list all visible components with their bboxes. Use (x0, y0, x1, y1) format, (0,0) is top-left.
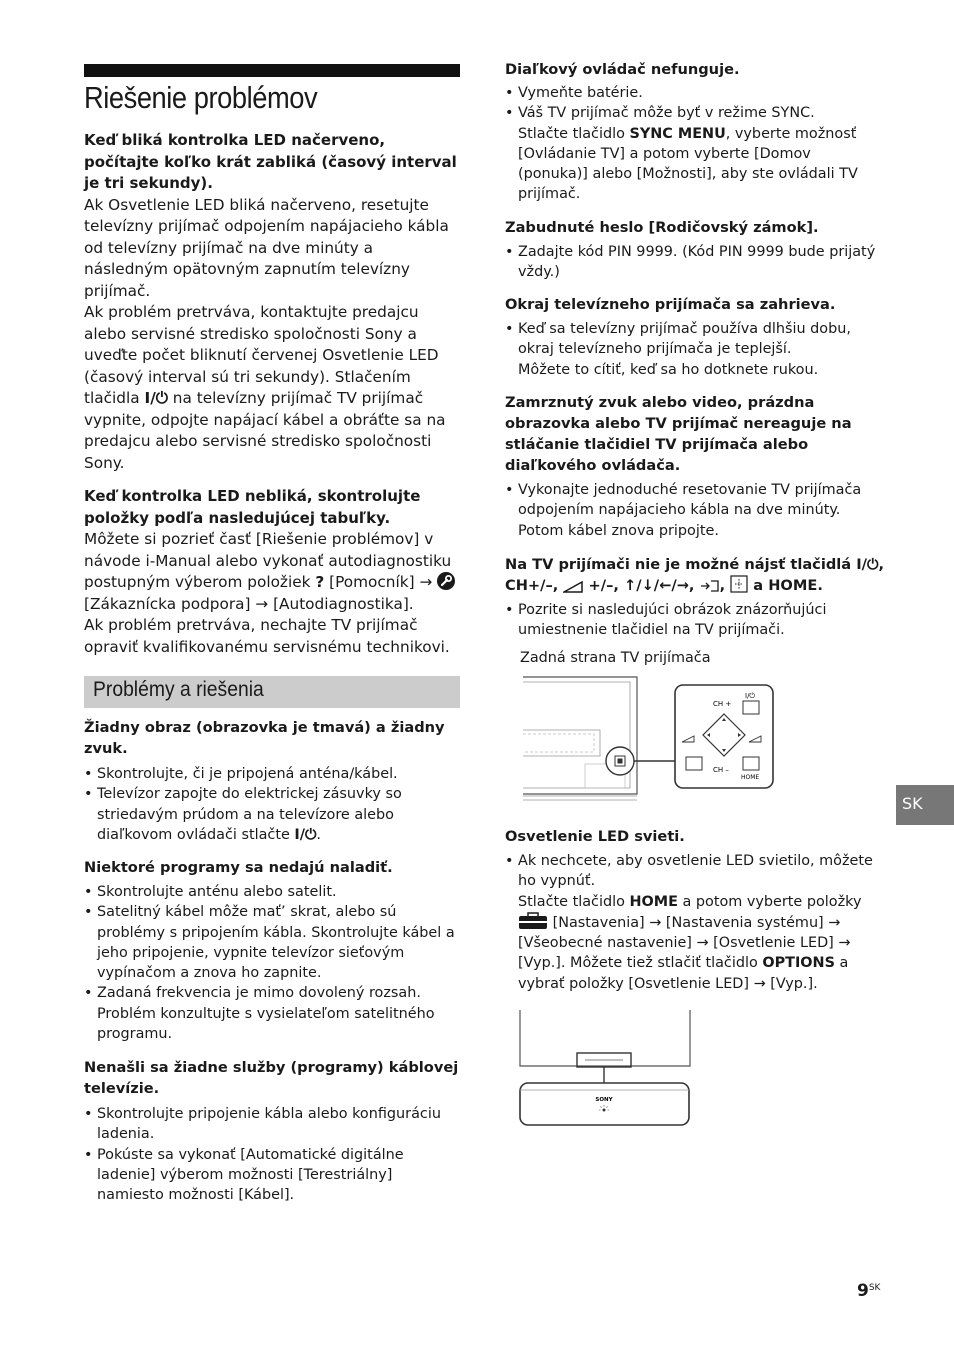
list-item: • Skontrolujte pripojenie kábla alebo konfiguráciu ladenia. (84, 1104, 460, 1145)
paragraph (84, 529, 460, 615)
text: a potom vyberte položky (682, 893, 862, 910)
options-label: OPTIONS (762, 955, 835, 972)
faq-heading: Osvetlenie LED svieti. (505, 828, 685, 845)
text: Môžete si pozrieť časť [Riešenie problémov] v návode i-Manual alebo vykonať autodiagnostiku postupným výberom položiek (84, 530, 452, 591)
faq-buttons (505, 554, 885, 641)
faq-heading: Diaľkový ovládač nefunguje. (505, 61, 740, 78)
power-icon: I/⏻ (856, 556, 879, 573)
home-label: HOME (741, 774, 760, 781)
faq-password (505, 217, 883, 283)
text: Stlačte tlačidlo (518, 893, 625, 910)
page-number-suffix: SK (868, 1283, 881, 1293)
text (518, 892, 883, 994)
arrow-icon: → (838, 935, 851, 952)
list-item: • Vymeňte batérie. (505, 83, 883, 103)
language-tab (896, 785, 954, 825)
list-item: • Skontrolujte anténu alebo satelit. (84, 882, 460, 902)
arrow-icon: → (419, 573, 433, 591)
list-item: • Satelitný kábel môže mať’ skrat, alebo sú problémy s pripojením kábla. Skontrolujte kábel a jeho pripojenie, vypnite televízor sieťovým vypínačom a znova ho zapnite. (84, 902, 460, 983)
faq-led-on (505, 826, 883, 994)
faq-remote (505, 59, 883, 205)
text: [Autodiagnostika]. (273, 594, 414, 613)
text: [Nastavenia systému] (665, 914, 824, 931)
band-title: Problémy a riešenia (93, 678, 264, 701)
list-item (84, 784, 460, 845)
sync-menu-label: SYNC MENU (629, 125, 726, 142)
faq-no-picture (84, 717, 460, 845)
text: [Pomocník] (329, 573, 415, 591)
list-item (505, 319, 883, 380)
figure-caption: Zadná strana TV prijímača (520, 650, 711, 666)
text: a HOME. (753, 577, 823, 594)
paragraph (84, 302, 460, 474)
text: +/–, (588, 577, 619, 594)
list-item: • Zadajte kód PIN 9999. (Kód PIN 9999 bude prijatý vždy.) (505, 242, 883, 283)
text: Keď sa televízny prijímač používa dlhšiu dobu, okraj televízneho prijímača je teplejší. (518, 321, 851, 358)
faq-heading: Žiadny obraz (obrazovka je tmavá) a žiadny zvuk. (84, 719, 445, 757)
faq-heading: Niektoré programy sa nedajú naladiť. (84, 859, 393, 876)
ch-plus-label: CH + (713, 700, 732, 708)
faq-heading: Zamrznutý zvuk alebo video, prázdna obrazovka alebo TV prijímač nereaguje na stláčanie tlačidiel TV prijímača alebo diaľkového ovládača. (505, 394, 852, 474)
section-heading: Keď bliká kontrolka LED načerveno, počítajte koľko krát zabliká (časový interval je tri sekundy). (84, 131, 457, 192)
paragraph: Ak Osvetlenie LED bliká načerveno, resetujte televízny prijímač odpojením napájacieho kábla od televízny prijímač na dve minúty a následným opätovným zapnutím televízny prijímač. (84, 195, 449, 300)
text: Ak problém pretrváva, kontaktujte predajcu alebo servisné stredisko spoločnosti Sony a uveďte počet bliknutí červenej Osvetlenie LED (časový interval sú tri sekundy). Stlačením tlačidla (84, 303, 439, 407)
wrench-icon (437, 572, 455, 590)
section-band (84, 676, 460, 708)
page-number (857, 1281, 880, 1301)
page-title: Riešenie problémov (84, 80, 318, 115)
power-icon: I/⏻ (294, 826, 317, 843)
arrow-icon: → (255, 594, 269, 613)
text: . (316, 826, 321, 843)
text: [Zákaznícka podpora] (84, 594, 251, 613)
faq-no-tuning (84, 857, 460, 1044)
faq-heading: Nenašli sa žiadne služby (programy) káblovej televízie. (84, 1059, 459, 1097)
power-label: I/⏻ (745, 692, 755, 700)
arrow-icon: → (753, 975, 766, 992)
section-heading: Keď kontrolka LED nebliká, skontrolujte položky podľa nasledujúcej tabuľky. (84, 487, 421, 527)
text: CH+/–, (505, 577, 559, 594)
arrow-icon: → (649, 914, 662, 931)
text (518, 124, 883, 205)
list-item: • Pozrite si nasledujúci obrázok znázorňujúci umiestnenie tlačidiel na TV prijímači. (505, 600, 885, 641)
help-icon: ? (315, 573, 325, 591)
list-item: • Zadaná frekvencia je mimo dovolený rozsah. Problém konzultujte s vysielateľom satelitného programu. (84, 983, 460, 1044)
home-label: HOME (629, 893, 678, 910)
section-led-blinking (84, 130, 460, 474)
text: Na TV prijímači nie je možné nájsť tlačidlá (505, 556, 852, 573)
input-icon (700, 579, 720, 593)
text: ↑/↓/←/→, (624, 577, 695, 594)
toolbox-icon (518, 912, 548, 930)
list-item: • Skontrolujte, či je pripojená anténa/kábel. (84, 764, 460, 784)
text: Televízor zapojte do elektrickej zásuvky so striedavým prúdom a na televízore alebo diaľkovom ovládači stlačte (97, 786, 402, 843)
volume-icon (563, 581, 583, 593)
faq-no-cable (84, 1057, 460, 1205)
text: [Nastavenia] (552, 914, 645, 931)
page-number-value: 9 (857, 1281, 869, 1301)
faq-heat (505, 294, 883, 380)
text: [Vyp.]. Môžete tiež stlačiť tlačidlo (518, 955, 758, 972)
title-rule (84, 64, 460, 77)
faq-heading: Na TV prijímači nie je možné nájsť tlačidlá I/⏻, CH+/–, +/–, ↑/↓/←/→, , a HOME. (505, 556, 885, 594)
language-tab-label: SK (902, 794, 923, 813)
tv-front-led-diagram (517, 1010, 693, 1128)
faq-heading: Zabudnuté heslo [Rodičovský zámok]. (505, 219, 819, 236)
tv-back-diagram (520, 674, 776, 804)
text: a vybrať položky [Osvetlenie LED] (518, 955, 849, 992)
text: Váš TV prijímač môže byť v režime SYNC. (518, 105, 815, 122)
text: [Vyp.]. (770, 975, 818, 992)
faq-heading: Okraj televízneho prijímača sa zahrieva. (505, 296, 836, 313)
arrow-icon: → (828, 914, 841, 931)
list-item: • Pokúste sa vykonať [Automatické digitálne ladenie] výberom možnosti [Terestriálny] namiesto možnosti [Kábel]. (84, 1145, 460, 1206)
text: na televízny prijímač TV prijímač vypnite, odpojte napájací kábel a obráťte sa na predajcu alebo servisné stredisko spoločnosti Sony. (84, 389, 446, 472)
text: Ak nechcete, aby osvetlenie LED svietilo, môžete ho vypnúť. (518, 853, 873, 890)
text: , vyberte možnosť [Ovládanie TV] a potom vyberte [Domov (ponuka)] alebo [Možnosti], aby ste ovládali TV prijímač. (518, 125, 858, 203)
list-item (505, 103, 883, 204)
text: [Všeobecné nastavenie] (518, 935, 692, 952)
menu-button-icon (730, 575, 748, 593)
paragraph: Ak problém pretrváva, nechajte TV prijímač opraviť kvalifikovanému servisnému technikovi. (84, 616, 450, 656)
text: Stlačte tlačidlo (518, 125, 625, 142)
text: [Osvetlenie LED] (713, 935, 834, 952)
list-item: • Vykonajte jednoduché resetovanie TV prijímača odpojením napájacieho kábla na dve minúty. Potom kábel znova pripojte. (505, 480, 883, 541)
faq-frozen (505, 392, 883, 541)
power-icon: I/⏻ (144, 389, 168, 407)
text: Môžete to cítiť, keď sa ho dotknete rukou. (518, 361, 819, 378)
arrow-icon: → (696, 935, 709, 952)
ch-minus-label: CH – (713, 766, 729, 774)
list-item (505, 851, 883, 994)
section-led-not-blinking (84, 486, 460, 658)
sony-logo-text: SONY (595, 1097, 613, 1103)
